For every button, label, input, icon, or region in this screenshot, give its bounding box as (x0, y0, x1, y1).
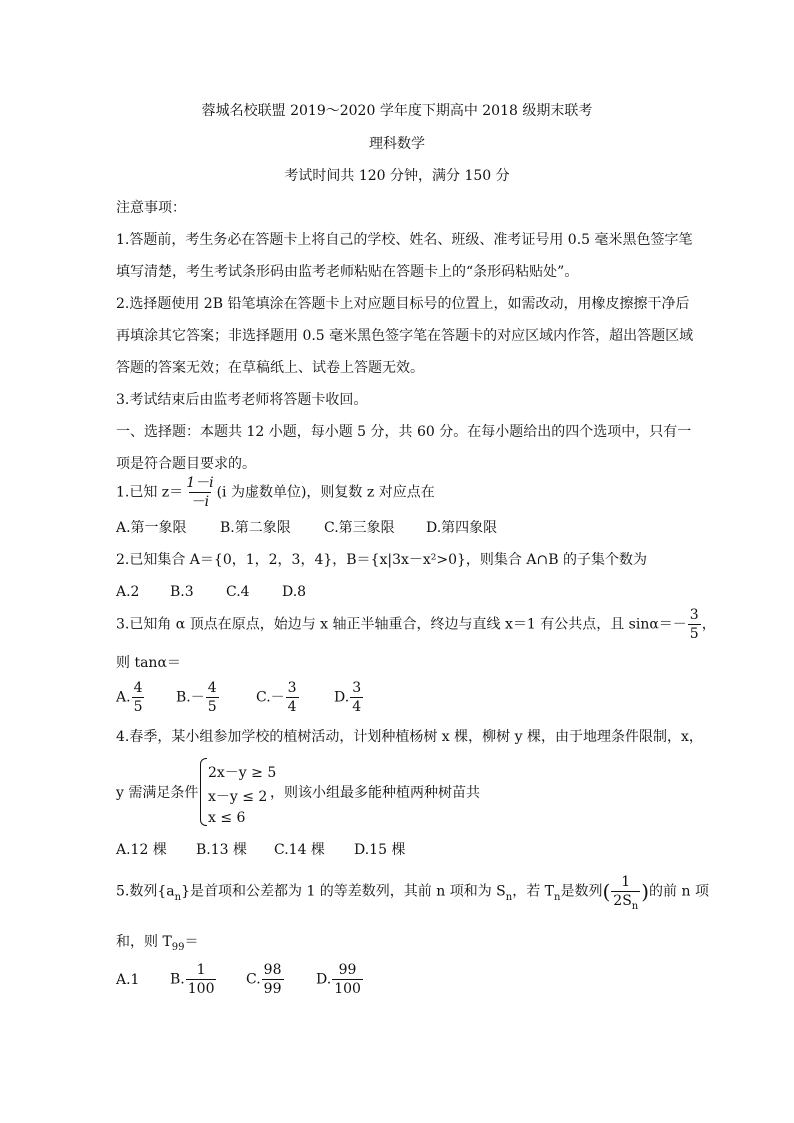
q5-option-c-fraction (262, 963, 284, 996)
question-4-line-1: 4.春季，某小组参加学校的植树活动，计划种植杨树 x 棵，柳树 y 棵，由于地理条件限制，x， (116, 729, 703, 745)
question-2: 2.已知集合 A＝{0，1，2，3，4}，B＝{x|3x－x²>0}，则集合 A∩B 的子集个数为 (116, 552, 647, 568)
q3-option-d-num: 3 (352, 680, 362, 696)
q3-option-c-fraction (286, 681, 299, 714)
q3-text: 3.已知角 α 顶点在原点，始边与 x 轴正半轴重合，终边与直线 x＝1 有公共点，且 sinα＝－ (116, 616, 687, 633)
q1-fraction (184, 476, 215, 509)
q3-option-c-label: C.－ (256, 689, 285, 706)
q5-frac-num: 1 (621, 874, 631, 890)
q1-frac-den: －i (190, 494, 210, 510)
q4-constraint-3: x ≤ 6 (208, 810, 246, 826)
q3-option-b (176, 681, 256, 714)
exam-info: 考试时间共 120 分钟，满分 150 分 (284, 168, 510, 184)
q1-prefix: 1.已知 z＝ (116, 484, 184, 501)
q5-line-2 (116, 934, 199, 953)
q3-option-c-num: 3 (287, 680, 297, 696)
q4-option-d: D.15 棵 (354, 842, 406, 858)
note-3: 3.考试结束后由监考老师将答题卡收回。 (116, 392, 368, 408)
q3-option-d-label: D. (334, 689, 350, 706)
q4-condition-prefix: y 需满足条件 (116, 785, 199, 801)
q3-line-2: 则 tanα＝ (116, 655, 181, 671)
q3-option-a-num: 4 (133, 680, 143, 696)
q1-option-c: C.第三象限 (324, 520, 395, 536)
q5-option-d-den: 100 (334, 981, 361, 997)
q1-suffix: (i 为虚数单位)，则复数 z 对应点在 (216, 484, 435, 501)
q5-option-a: A.1 (116, 971, 140, 988)
note-2-line-3: 答题的答案无效；在草稿纸上、试卷上答题无效。 (116, 360, 424, 376)
q5-option-b-label: B. (170, 971, 185, 988)
q3-option-a-label: A. (116, 689, 131, 706)
q3-frac-den: 5 (689, 626, 699, 642)
note-2-line-2: 再填涂其它答案；非选择题用 0.5 毫米黑色签字笔在答题卡的对应区域内作答，超出答题区域 (116, 328, 694, 344)
q3-option-b-label: B.－ (176, 689, 205, 706)
q3-frac-num: 3 (689, 607, 699, 623)
q3-option-b-den: 5 (207, 699, 217, 715)
q5-part-3: ，若 T (512, 883, 555, 900)
question-1 (116, 476, 435, 509)
q5-option-b-fraction (186, 963, 217, 996)
q5-right-paren: ) (641, 879, 650, 904)
q5-options (116, 963, 364, 996)
q5-line-2-suffix: ＝ (184, 934, 199, 950)
section-heading-line-2: 项是符合题目要求的。 (116, 456, 256, 472)
q1-option-a: A.第一象限 (116, 520, 187, 536)
q5-sequence-open: {a (157, 883, 175, 900)
q5-line-2-subscript: 99 (171, 942, 185, 953)
q4-options (116, 843, 405, 857)
q3-option-d-den: 4 (352, 699, 362, 715)
q3-option-a-den: 5 (133, 699, 143, 715)
q4-option-c: C.14 棵 (274, 842, 325, 858)
q5-left-paren: ( (602, 879, 611, 904)
q3-option-a (116, 681, 176, 714)
q3-option-b-fraction (206, 681, 219, 714)
q5-option-c (246, 963, 316, 996)
q5-part-1: 5.数列 (116, 883, 158, 900)
q5-line-2-prefix: 和，则 T (116, 934, 172, 950)
notes-heading: 注意事项： (116, 200, 186, 216)
note-1-line-1: 1.答题前，考生务必在答题卡上将自己的学校、姓名、班级、准考证号用 0.5 毫米黑色签字笔 (116, 232, 693, 248)
question-5 (116, 874, 709, 912)
q2-option-d: D.8 (282, 584, 307, 600)
q4-option-a: A.12 棵 (116, 842, 167, 858)
q3-tail: ， (701, 616, 716, 633)
q3-option-c (256, 681, 334, 714)
q5-option-d-num: 99 (338, 962, 357, 978)
q4-option-b: B.13 棵 (196, 842, 248, 858)
question-3 (116, 608, 716, 641)
q3-option-c-den: 4 (287, 699, 297, 715)
q5-part-2: 是首项和公差都为 1 的等差数列，其前 n 项和为 S (190, 883, 506, 900)
q3-option-d-fraction (350, 681, 363, 714)
q1-options (116, 521, 497, 535)
q3-option-b-num: 4 (207, 680, 217, 696)
q5-option-b-num: 1 (196, 962, 206, 978)
q5-sequence-subscript: n (174, 891, 182, 903)
exam-title: 蓉城名校联盟 2019～2020 学年度下期高中 2018 级期末联考 (201, 103, 593, 119)
q5-frac-den-text: 2S (613, 893, 632, 909)
q4-condition-suffix: ，则该小组最多能种植两种树苗共 (270, 785, 480, 801)
q5-option-c-num: 98 (263, 962, 282, 978)
note-2-line-1: 2.选择题使用 2B 铅笔填涂在答题卡上对应题目标号的位置上，如需改动，用橡皮擦擦干净后 (116, 296, 690, 312)
q5-t-subscript: n (554, 891, 561, 903)
brace-symbol (200, 758, 207, 826)
q2-option-b: B.3 (170, 584, 194, 600)
subject-title: 理科数学 (369, 136, 425, 152)
q5-frac-den-subscript: n (631, 901, 639, 912)
q1-option-d: D.第四象限 (426, 520, 498, 536)
q3-options (116, 681, 364, 714)
note-1-line-2: 填写清楚，考生考试条形码由监考老师粘贴在答题卡上的“条形码粘贴处”。 (116, 264, 579, 280)
q2-options (116, 585, 306, 599)
q2-option-c: C.4 (226, 584, 250, 600)
q2-option-a: A.2 (116, 584, 140, 600)
q5-option-b (170, 963, 246, 996)
q3-option-d (334, 681, 364, 714)
q5-option-d (316, 963, 364, 996)
q5-part-4: 是数列 (560, 883, 603, 900)
q5-option-b-den: 100 (187, 981, 215, 997)
q5-fraction (611, 874, 640, 912)
q5-option-d-label: D. (316, 971, 332, 988)
q5-option-c-den: 99 (263, 981, 282, 997)
q3-option-a-fraction (132, 681, 145, 714)
q5-frac-den (611, 891, 640, 912)
q5-sequence-close: } (181, 883, 190, 900)
q3-fraction (688, 608, 701, 641)
q5-part-5: 的前 n 项 (649, 883, 709, 900)
q1-frac-num: 1－i (186, 475, 214, 491)
q5-option-d-fraction (332, 963, 363, 996)
q4-constraint-1: 2x－y ≥ 5 (208, 765, 277, 781)
q4-constraint-2: x－y ≤ 2 (208, 789, 268, 805)
q1-option-b: B.第二象限 (220, 520, 291, 536)
q5-option-c-label: C. (246, 971, 261, 988)
section-heading-line-1: 一、选择题：本题共 12 小题，每小题 5 分，共 60 分。在每小题给出的四个选项中，只有一 (116, 424, 692, 440)
q5-s-subscript: n (505, 891, 513, 903)
